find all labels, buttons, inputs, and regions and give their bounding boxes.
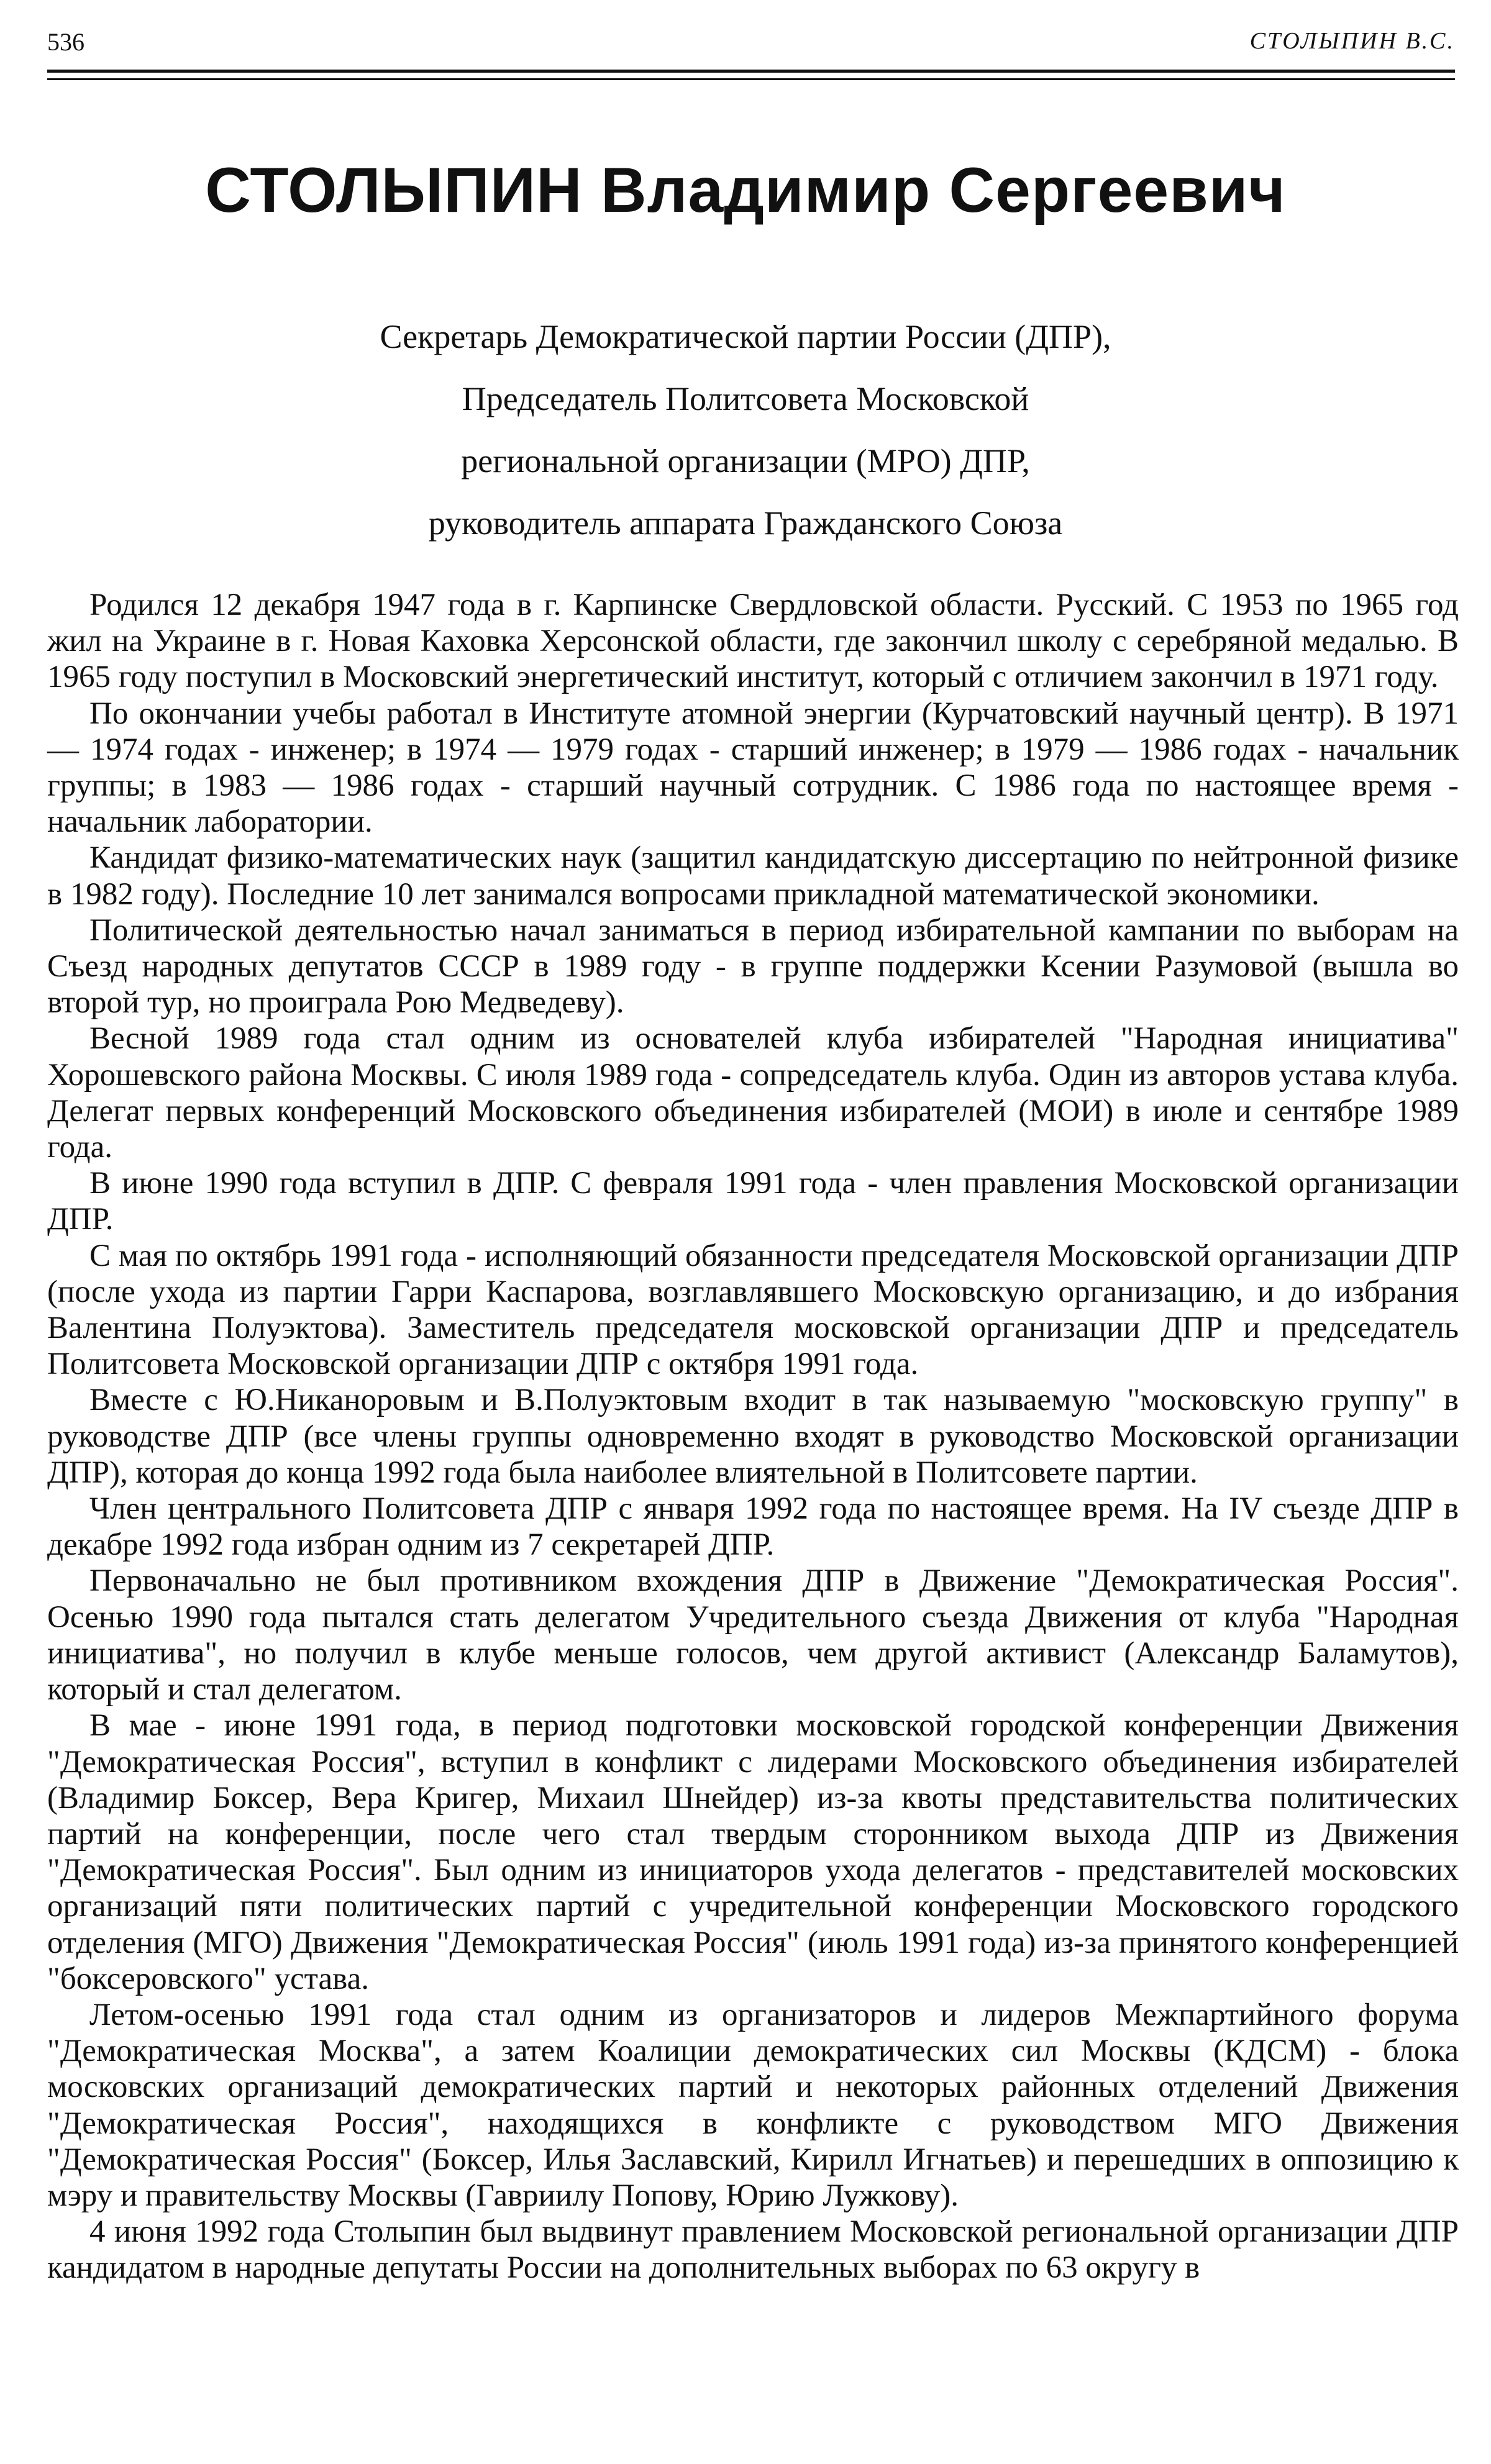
article-title: СТОЛЫПИН Владимир Сергеевич bbox=[205, 155, 1286, 225]
page-number: 536 bbox=[47, 28, 84, 56]
subtitle-line: Секретарь Демократической партии России (ДПР), bbox=[380, 318, 1111, 355]
article-subtitle bbox=[0, 306, 1491, 554]
paragraph-degree: Кандидат физико-математических наук (защитил кандидатскую диссертацию по нейтронной физике в 1982 году). Последние 10 лет занимался вопросами прикладной математической экономики. bbox=[47, 840, 1459, 912]
paragraph-demrossiya: Первоначально не был противником вхождения ДПР в Движение "Демократическая Россия". Осенью 1990 года пытался стать делегатом Учредительного съезда Движения от клуба "Народная инициатива", но получил в клубе меньше голосов, чем другой активист (Александр Баламутов), который и стал делегатом. bbox=[47, 1563, 1459, 1707]
subtitle-line: руководитель аппарата Гражданского Союза bbox=[428, 504, 1063, 542]
article-body bbox=[47, 587, 1459, 2286]
paragraph-conflict: В мае - июне 1991 года, в период подготовки московской городской конференции Движения "Демократическая Россия", вступил в конфликт с лидерами Московского объединения избирателей (Владимир Боксер, Вера Кригер, Михаил Шнейдер) из-за квоты представительства политических партий на конференции, после чего стал твердым сторонником выхода ДПР из Движения "Демократическая Россия". Был одним из инициаторов ухода делегатов - представителей московских организаций пяти политических партий с учредительной конференции Московского городского отделения (МГО) Движения "Демократическая Россия" (июль 1991 года) из-за принятого конференцией "боксеровского" устава. bbox=[47, 1708, 1459, 1996]
paragraph-club: Весной 1989 года стал одним из основателей клуба избирателей "Народная инициатива" Хорошевского района Москвы. С июля 1989 года - сопредседатель клуба. Один из авторов устава клуба. Делегат первых конференций Московского объединения избирателей (МОИ) в июле и сентябре 1989 года. bbox=[47, 1021, 1459, 1165]
subtitle-line: региональной организации (МРО) ДПР, bbox=[461, 442, 1030, 480]
page-header bbox=[47, 22, 1455, 60]
paragraph-birth: Родился 12 декабря 1947 года в г. Карпинске Свердловской области. Русский. С 1953 по 1965 год жил на Украине в г. Новая Каховка Херсонской области, где закончил школу с серебряной медалью. В 1965 году поступил в Московский энергетический институт, который с отличием закончил в 1971 году. bbox=[47, 588, 1459, 695]
paragraph-politsovet: Член центрального Политсовета ДПР с января 1992 года по настоящее время. На IV съезде ДПР в декабре 1992 года избран одним из 7 секретарей ДПР. bbox=[47, 1491, 1459, 1563]
header-rule-top bbox=[47, 70, 1455, 73]
header-rule-bottom bbox=[47, 78, 1455, 80]
paragraph-politics-start: Политической деятельностью начал заниматься в период избирательной кампании по выборам на Съезд народных депутатов СССР в 1989 году - в группе поддержки Ксении Разумовой (вышла во второй тур, но проиграла Рою Медведеву). bbox=[47, 912, 1459, 1021]
paragraph-career: По окончании учебы работал в Институте атомной энергии (Курчатовский научный центр). В 1971 — 1974 годах - инженер; в 1974 — 1979 годах - старший инженер; в 1979 — 1986 годах - начальник группы; в 1983 — 1986 годах - старший научный сотрудник. С 1986 года по настоящее время - начальник лаборатории. bbox=[47, 696, 1459, 840]
paragraph-dpr-join: В июне 1990 года вступил в ДПР. С февраля 1991 года - член правления Московской организации ДПР. bbox=[47, 1166, 1459, 1237]
subtitle-line: Председатель Политсовета Московской bbox=[462, 380, 1029, 417]
paragraph-moscow-group: Вместе с Ю.Никаноровым и В.Полуэктовым входит в так называемую "московскую группу" в руководстве ДПР (все члены группы одновременно входят в руководство Московской организации ДПР), которая до конца 1992 года была наиболее влиятельной в Политсовете партии. bbox=[47, 1383, 1459, 1490]
paragraph-election: 4 июня 1992 года Столыпин был выдвинут правлением Московской региональной организации ДПР кандидатом в народные депутаты России на дополнительных выборах по 63 округу в bbox=[47, 2214, 1459, 2286]
paragraph-acting-chair: С мая по октябрь 1991 года - исполняющий обязанности председателя Московской организации ДПР (после ухода из партии Гарри Каспарова, возглавлявшего Московскую организацию, и до избрания Валентина Полуэктова). Заместитель председателя московской организации ДПР и председатель Политсовета Московской организации ДПР с октября 1991 года. bbox=[47, 1238, 1459, 1382]
running-head: СТОЛЫПИН В.С. bbox=[1249, 28, 1455, 54]
paragraph-forum: Летом-осенью 1991 года стал одним из организаторов и лидеров Межпартийного форума "Демократическая Москва", а затем Коалиции демократических сил Москвы (КДСМ) - блока московских организаций демократических партий и некоторых районных отделений Движения "Демократическая Россия", находящихся в конфликте с руководством МГО Движения "Демократическая Россия" (Боксер, Илья Заславский, Кирилл Игнатьев) и перешедших в оппозицию к мэру и правительству Москвы (Гавриилу Попову, Юрию Лужкову). bbox=[47, 1997, 1459, 2213]
